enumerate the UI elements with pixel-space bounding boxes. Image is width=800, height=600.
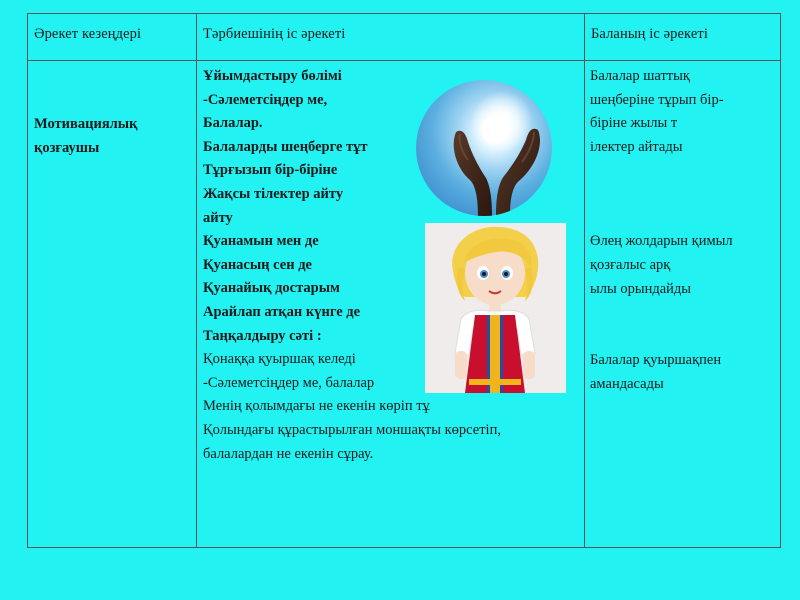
- header-row: [28, 14, 781, 61]
- child-block-greeting: [590, 65, 780, 159]
- teacher-line: Ұйымдастыру бөлімі: [203, 68, 342, 84]
- teacher-line: балалардан не екенін сұрау.: [203, 445, 374, 462]
- teacher-line: айту: [203, 209, 233, 226]
- teacher-line: -Сәлеметсіңдер ме,: [203, 91, 328, 108]
- teacher-line: Жақсы тілектер айту: [203, 185, 344, 202]
- teacher-line: Арайлап атқан күнге де: [203, 303, 361, 320]
- teacher-line: Қуанасың сен де: [203, 256, 312, 273]
- child-line: қозғалыс арқ: [590, 256, 671, 273]
- teacher-line: Қуанайық достарым: [203, 280, 340, 297]
- teacher-line: Қуанамын мен де: [203, 233, 319, 250]
- teacher-line: Қолындағы құрастырылған моншақты көрсетіп,: [203, 421, 501, 438]
- child-line: шеңберіне тұрып бір-: [590, 91, 724, 108]
- header-child: Баланың іс әрекеті: [591, 26, 708, 42]
- child-line: ылы орындайды: [590, 280, 692, 297]
- child-block-poem: [590, 230, 780, 301]
- teacher-line: Тұрғызып бір-біріне: [203, 162, 338, 179]
- child-line: біріне жылы т: [590, 115, 678, 132]
- teacher-line: Менің қолымдағы не екенін көріп тұ: [203, 398, 430, 415]
- teacher-line: Балалар.: [203, 115, 263, 132]
- child-block-doll: [590, 349, 780, 396]
- child-line: Балалар қуыршақпен: [590, 352, 722, 369]
- hands-holding-sun-image: [416, 80, 552, 216]
- child-line: Өлең жолдарын қимыл: [590, 233, 733, 250]
- header-stage: Әрекет кезеңдері: [34, 26, 142, 42]
- child-line: ілектер айтады: [590, 138, 683, 155]
- teacher-line: Таңқалдыру сәті :: [203, 327, 322, 344]
- child-line: Балалар шаттық: [590, 68, 690, 84]
- header-teacher: Тәрбиешінің іс әрекеті: [203, 26, 346, 42]
- teacher-line: Қонаққа қуыршақ келеді: [203, 351, 356, 368]
- stage-line: қозғаушы: [34, 140, 100, 156]
- stage-line: Мотивациялық: [34, 116, 138, 132]
- child-activity: [585, 61, 780, 396]
- teacher-line: -Сәлеметсіңдер ме, балалар: [203, 374, 375, 391]
- lesson-table: [27, 13, 781, 548]
- child-line: амандасады: [590, 375, 664, 392]
- stage-label: [28, 61, 196, 160]
- content-row: [28, 61, 781, 548]
- teacher-line: Балаларды шеңберге тұт: [203, 138, 368, 155]
- doll-girl-image: [425, 223, 566, 393]
